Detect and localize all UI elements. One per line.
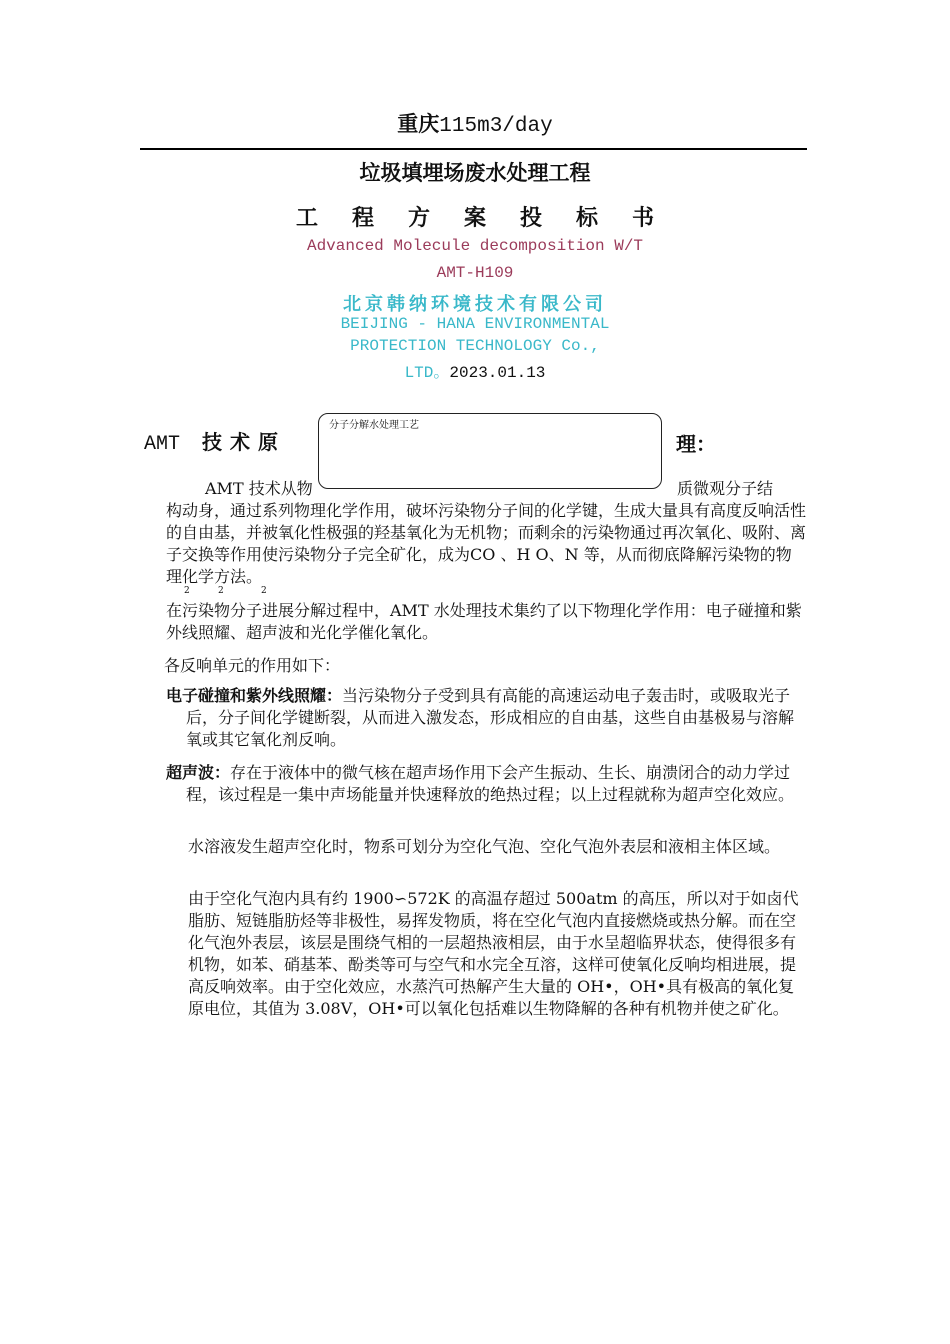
english-title: Advanced Molecule decomposition W/T — [306, 237, 644, 255]
company-name-cn: 北京韩纳环境技术有限公司 — [343, 294, 607, 315]
paragraph-2: 在污染物分子进展分解过程中，AMT 水处理技术集约了以下物理化学作用：电子碰撞和紫外线照耀、超声波和光化学催化氧化。 — [166, 601, 802, 642]
document-type — [0, 201, 950, 232]
heading-char: 术 — [230, 430, 251, 454]
document-date: 2023.01.13 — [449, 364, 546, 382]
doc-type-char: 方 — [407, 206, 430, 231]
page-title — [0, 108, 950, 138]
text-electron: 当污染物分子受到具有高能的高速运动电子轰击时，或吸取光子后，分子间化学键断裂，从而进入激发态，形成相应的自由基，这些自由基极易与溶解氧或其它氧化剂反响。 — [186, 686, 795, 749]
textbox-label: 分子分解水处理工艺 — [329, 420, 419, 431]
company-name-en-1: BEIJING - HANA ENVIRONMENTAL — [340, 315, 610, 333]
paragraph-1-start: AMT 技术从物 — [205, 479, 313, 498]
doc-type-char: 案 — [463, 206, 486, 231]
heading-char: 原 — [258, 430, 279, 454]
subscript: 2 — [261, 586, 267, 596]
subscript: 2 — [218, 586, 224, 596]
paragraph-3: 各反响单元的作用如下： — [164, 656, 341, 675]
heading-amt: AMT — [144, 433, 181, 456]
paragraph-7: 由于空化气泡内具有约 1900∽572K 的高温存超过 500atm 的高压，所以对于如卤代脂肪、短链脂肪烃等非极性，易挥发物质，将在空化气泡内直接燃烧或热分解。而在空化气泡外表层，该层是围绕气相的一层超热液相层，由于水呈超临界状态，使得很多有机物，如苯、硝基苯、酚类等可与空气和水完全互溶，这样可使氧化反响均相进展，提高反响效率。由于空化效应，水蒸汽可热解产生大量的 OH•，OH•具有极高的氧化复原电位，其值为 3.08V，OH•可以氧化包括难以生物降解的各种有机物并使之矿化。 — [188, 889, 799, 1018]
term-electron: 电子碰撞和紫外线照耀： — [166, 686, 343, 705]
company-suffix: LTD。 — [404, 364, 450, 382]
paragraph-6: 水溶液发生超声空化时，物系可划分为空化气泡、空化气泡外表层和液相主体区域。 — [188, 837, 781, 856]
title-capacity: 115m3/day — [439, 115, 553, 138]
term-ultrasound: 超声波： — [166, 763, 231, 782]
text-ultrasound: 存在于液体中的微气核在超声场作用下会产生振动、生长、崩溃闭合的动力学过程，该过程是一集中声场能量并快速释放的绝热过程；以上过程就称为超声空化效应。 — [186, 763, 795, 804]
process-textbox — [318, 413, 662, 489]
model-number: AMT-H109 — [436, 264, 514, 282]
paragraph-1: 构动身，通过系列物理化学作用，破坏污染物分子间的化学键，生成大量具有高度反响活性的自由基，并被氧化性极强的羟基氧化为无机物；而剩余的污染物通过再次氧化、吸附、离子交换等作用使污染物分子完全矿化，成为CO 、H O、N 等，从而彻底降解污染物的物理化学方法。 — [166, 501, 807, 586]
company-name-en-3 — [0, 359, 950, 382]
project-name: 垃圾填埋场废水处理工程 — [359, 161, 591, 185]
section-heading-end: 理： — [676, 432, 716, 456]
title-location: 重庆 — [397, 112, 440, 136]
paragraph-electron — [166, 685, 806, 751]
title-divider — [140, 148, 807, 150]
doc-type-char: 程 — [351, 206, 374, 231]
section-heading — [144, 426, 286, 456]
doc-type-char: 书 — [632, 206, 655, 231]
subscript: 2 — [184, 586, 190, 596]
paragraph-ultrasound — [166, 762, 806, 806]
heading-char: 技 — [202, 430, 223, 454]
doc-type-char: 工 — [295, 206, 318, 231]
company-name-en-2: PROTECTION TECHNOLOGY Co., — [350, 337, 600, 355]
paragraph-1-end: 质微观分子结 — [677, 479, 774, 498]
doc-type-char: 投 — [520, 206, 543, 231]
doc-type-char: 标 — [576, 206, 599, 231]
